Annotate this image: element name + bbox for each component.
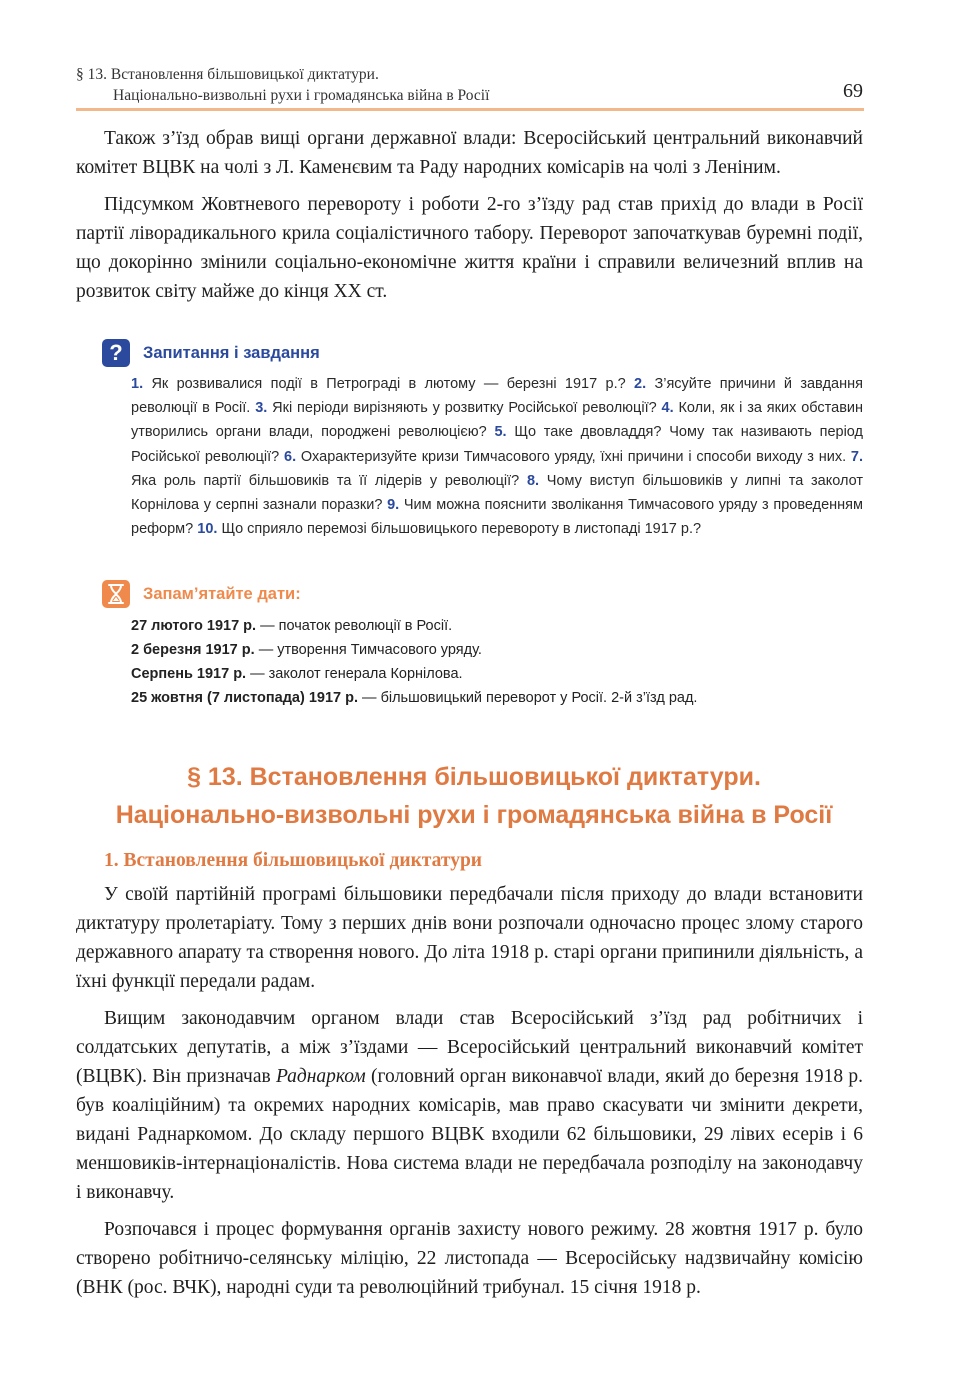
question-number: 5. [494,424,507,441]
date-label: 25 жовтня (7 листопада) 1917 р. [131,690,359,706]
section-title [60,758,888,834]
question-text: Що таке двовладдя? Чому так називають період Російської революції? [131,424,863,465]
question-mark-icon: ? [102,339,130,367]
question-text: Коли, як і за яких обставин утворились органи влади, породжені революцією? [131,400,864,441]
question-text: Як розвивалися події в Петрограді в лютому — березні 1917 р.? [151,376,626,392]
questions-header [102,339,320,367]
date-entry [131,662,697,686]
questions-list [131,372,863,541]
question-number: 10. [197,521,218,538]
question-number: 3. [255,400,268,417]
body-text [76,880,863,1310]
date-label: Серпень 1917 р. [131,666,247,682]
dates-header [102,580,301,608]
dates-list [131,614,697,710]
question-text: Які періоди вирізняють у розвитку Російської революції? [272,400,657,417]
date-label: 27 лютого 1917 р. [131,618,257,634]
question-text: З’ясуйте причини й завдання революції в Росії. [131,376,863,417]
body-paragraph-1: У своїй партійній програмі більшовики передбачали після приходу до влади встановити диктатуру пролетаріату. Тому з перших днів вони розпочали одночасно процес злому старого державного апарату та створення нового. До літа 1918 р. старі органи припинили діяльність, а їхні функції передали радам. [76,884,863,992]
question-number: 6. [284,448,297,465]
date-entry [131,614,697,638]
intro-text [76,124,863,314]
running-header-line2: Національно-визвольні рухи і громадянська війна в Росії [113,87,490,104]
date-event: — заколот генерала Корнілова. [246,666,463,682]
hourglass-icon [102,580,130,608]
question-number: 2. [634,376,647,392]
section-title-line2: Національно-визвольні рухи і громадянська війна в Росії [115,801,833,829]
page-number: 69 [843,80,863,102]
intro-paragraph-2: Підсумком Жовтневого перевороту і роботи 2-го з’їзду рад став прихід до влади в Росії партії ліворадикального крила соціалістичного табору. Переворот започаткував буремні події, що докорінно змінили соціально-економічне життя країни і справили величезний вплив на розвиток світу майже до кінця ХХ ст. [76,194,863,302]
question-number: 9. [387,497,400,514]
intro-paragraph-1: Також з’їзд обрав вищі органи державної влади: Всеросійський центральний виконавчий комітет ВЦВК на чолі з Л. Каменєвим та Раду народних комісарів на чолі з Леніним. [76,128,863,178]
body-paragraph-3: Розпочався і процес формування органів захисту нового режиму. 28 жовтня 1917 р. було створено робітничо-селянську міліцію, 22 листопада — Всеросійську надзвичайну комісію (ВНК (рос. ВЧК), народні суди та революційний трибунал. 15 січня 1918 р. [76,1219,863,1298]
body-paragraph-2-end: (головний орган виконавчої влади, який до березня 1918 р. був коаліційним) та окремих народних комісарів, мав право скасувати чи змінити декрети, видані Раднаркомом. До складу першого ВЦВК входили 62 більшовики, 29 лівих есерів і 6 меншовиків-інтернаціоналістів. Нова система влади не передбачала розподілу на законодавчу і виконавчу. [76,1066,863,1203]
question-text: Яка роль партії більшовиків та її лідерів у революції? [131,472,520,489]
question-number: 1. [131,376,144,392]
question-number: 8. [526,472,540,489]
body-paragraph-2-start: Вищим законодавчим органом влади став Всеросійський з’їзд рад робітничих і солдатських депутатів, а між з’їздами — Всеросійський центральний виконавчий комітет (ВЦВК). Він призначав [76,1008,863,1087]
body-paragraph-2 [76,1004,863,1207]
date-event: — більшовицький переворот у Росії. 2-й з’їзд рад. [358,690,698,706]
question-text: Що сприяло перемозі більшовицького перевороту в листопаді 1917 р.? [221,521,702,538]
questions-title: Запитання і завдання [143,343,320,362]
date-entry [131,686,697,710]
question-number: 7. [850,448,864,465]
question-text: Чому виступ більшовиків у липні та заколот Корнілова у серпні зазнали поразки? [131,472,864,514]
date-event: — початок революції в Росії. [256,618,453,634]
section-title-line1: § 13. Встановлення більшовицької диктатури. [187,763,761,791]
running-header-line1: § 13. Встановлення більшовицької диктатури. [76,66,379,83]
question-text: Чим можна пояснити зволікання Тимчасового уряду з проведенням реформ? [131,497,863,538]
dates-title: Запам’ятайте дати: [143,584,301,603]
question-text: Охарактеризуйте кризи Тимчасового уряду, їхні причини і способи виходу з них. [300,448,847,465]
header-divider [76,108,864,111]
subsection-title: 1. Встановлення більшовицької диктатури [104,850,483,871]
running-header [76,64,866,106]
question-number: 4. [661,400,674,417]
date-event: — утворення Тимчасового уряду. [254,642,482,658]
date-entry [131,638,697,662]
body-paragraph-2-term: Раднарком [275,1066,366,1087]
date-label: 2 березня 1917 р. [131,642,255,658]
